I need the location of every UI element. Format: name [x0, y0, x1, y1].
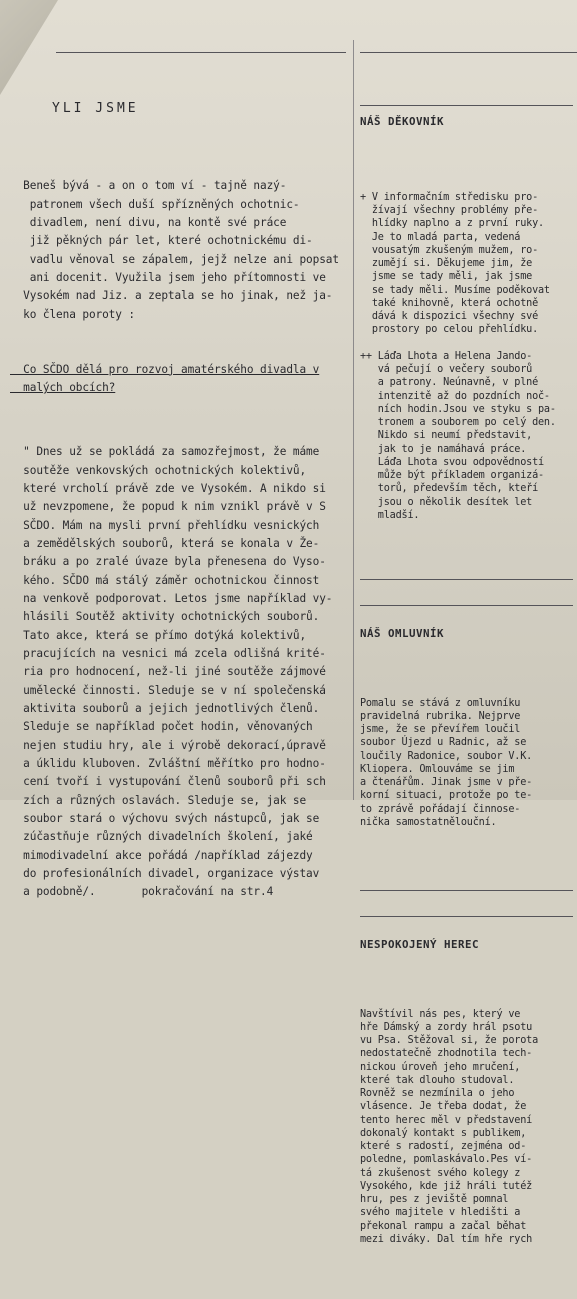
text-line: ++ Láďa Lhota a Helena Jando-	[360, 350, 533, 362]
text-line: vu Psa. Stěžoval si, že porota	[360, 1035, 539, 1046]
text-line: dokonalý kontakt s publikem,	[360, 1127, 527, 1139]
text-line: Sleduje se například počet hodin, věnovaných	[10, 720, 313, 734]
text-line: Rovněž se nezmínila o jeho	[360, 1088, 515, 1099]
text-line: Kliopera. Omlouváme se jim	[360, 763, 515, 775]
text-line: vousatým zkušeným mužem, ro-	[360, 244, 539, 256]
text-line: SČDO. Mám na mysli první přehlídku vesnických	[10, 518, 320, 532]
text-line: Je to mladá parta, vedená	[360, 231, 521, 243]
text-line: vlásence. Je třeba dodat, že	[360, 1101, 527, 1113]
text-line: Navštívil nás pes, který ve	[360, 1008, 521, 1020]
section-rule-omluvnik	[360, 605, 573, 606]
section-heading-dekovnik: NÁŠ DĚKOVNÍK	[360, 115, 445, 128]
top-rule-right	[360, 52, 577, 53]
section-rule-herec	[360, 916, 573, 917]
text-line: se tady měli. Musíme poděkovat	[360, 284, 550, 296]
text-line: které vrcholí právě zde ve Vysokém. A nikdo si	[10, 481, 326, 495]
text-line: soutěže venkovských ochotnických kolektivů,	[10, 463, 307, 477]
text-line: jsme se tady měli, jak jsme	[360, 271, 533, 283]
text-line: + V informačním středisku pro-	[360, 191, 539, 203]
text-line: loučily Radonice, soubor V.K.	[360, 750, 533, 762]
text-line: Láďa Lhota svou odpovědností	[360, 456, 544, 468]
text-line: ani docenit. Využila jsem jeho přítomnosti ve	[10, 271, 326, 285]
text-line: hlídky naplno a z první ruky.	[360, 218, 544, 230]
text-line: které s radostí, zejména od-	[360, 1141, 527, 1152]
section-body-herec	[360, 1008, 577, 1247]
section-rule-omluvnik-top	[360, 579, 573, 580]
text-line: Pomalu se stává z omluvníku	[360, 697, 521, 709]
text-line: Vysokého, kde již hráli tutéž	[360, 1180, 533, 1192]
text-line: již pěkných pár let, které ochotnickému di-	[10, 234, 313, 248]
article-column	[10, 62, 355, 938]
text-line: patronem všech duší spřízněných ochotnic-	[10, 197, 300, 211]
text-line: Nikdo si neumí představit,	[360, 430, 533, 442]
article-title: YLI JSME	[52, 100, 139, 116]
text-line: hru, pes z jeviště pomnal	[360, 1194, 509, 1205]
text-line: prostory po celou přehlídku.	[360, 324, 539, 336]
text-line: Beneš bývá - a on o tom ví - tajně nazý-	[10, 179, 287, 193]
text-line: cení tvoří i vystupování členů souborů při sch	[10, 775, 326, 789]
text-line: překonal rampu a začal běhat	[360, 1220, 527, 1232]
text-line: tronem a souborem po celý den.	[360, 417, 556, 428]
text-line: žívají všechny problémy pře-	[360, 205, 539, 216]
text-line: zích a různých oslavách. Sleduje se, jak se	[10, 793, 307, 807]
text-line: vadlu věnoval se zápalem, jejž nelze ani popsat	[10, 252, 339, 266]
text-line: a čtenářům. Jinak jsme v pře-	[360, 777, 533, 788]
text-line: nedostatečně zhodnotila tech-	[360, 1048, 533, 1060]
text-line: to zprávě pořádají činnose-	[360, 803, 521, 815]
text-line: a patrony. Neúnavně, v plné	[360, 377, 539, 389]
news-column	[360, 58, 577, 1299]
text-line: mladší.	[360, 509, 420, 521]
text-line: pracujících na vesnici má zcela odlišná krité-	[10, 646, 326, 660]
text-line: mezi diváky. Dal tím hře rych	[360, 1233, 533, 1245]
text-line: aktivita souborů a jejich jednotlivých členů.	[10, 702, 320, 715]
text-line: zumějí si. Děkujeme jim, že	[360, 258, 533, 269]
text-line: torů, především těch, kteří	[360, 483, 539, 495]
section-rule-herec-top	[360, 890, 573, 891]
text-line: nickou úroveň jeho mručení,	[360, 1061, 521, 1073]
text-line: poledne, pomlaskávalo.Pes ví-	[360, 1154, 533, 1166]
text-line: soubor Újezd u Radnic, až se	[360, 737, 527, 749]
text-line: dává k dispozici všechny své	[360, 311, 539, 322]
text-line: tento herec měl v představení	[360, 1114, 533, 1126]
text-line: a podobně/. pokračování na str.4	[10, 885, 274, 899]
text-line: ko člena poroty :	[10, 307, 136, 321]
text-line: mimodivadelní akce pořádá /například zájezdy	[10, 848, 313, 862]
text-line: může být příkladem organizá-	[360, 470, 544, 481]
top-rule-left	[56, 52, 346, 53]
text-line: Co SČDO dělá pro rozvoj amatérského divadla v	[10, 362, 320, 376]
text-line: hře Dámský a zordy hrál psotu	[360, 1021, 533, 1033]
text-line: " Dnes už se pokládá za samozřejmost, že máme	[10, 445, 320, 459]
text-line: jsou o několik desítek let	[360, 496, 533, 508]
text-line: do profesionálních divadel, organizace výstav	[10, 867, 320, 881]
section-dekovnik	[360, 85, 577, 549]
text-line: jak to je namáhavá práce.	[360, 443, 527, 455]
text-line: hlásili Soutěž aktivity ochotnických souborů.	[10, 610, 320, 624]
section-body-omluvnik	[360, 697, 577, 830]
text-line: už nevzpomene, že popud k nim vznikl právě v S	[10, 500, 326, 514]
section-heading-herec: NESPOKOJENÝ HEREC	[360, 937, 480, 951]
text-line: jsme, že se převířem loučil	[360, 724, 521, 735]
text-line: také knihovně, která ochotně	[360, 297, 539, 309]
text-line: korní situaci, protože po te-	[360, 790, 533, 802]
text-line: ria pro hodnocení, než-li jiné soutěže zájmové	[10, 665, 326, 679]
text-line: svého majitele v hledišti a	[360, 1207, 521, 1219]
section-herec	[360, 894, 577, 1273]
text-line	[360, 337, 577, 350]
section-rule-dekovnik	[360, 105, 573, 106]
text-line: ních hodin.Jsou ve styku s pa-	[360, 403, 556, 415]
text-line: na venkově podporovat. Letos jsme například vy-	[10, 591, 333, 605]
section-body-dekovnik	[360, 191, 577, 522]
text-line: Tato akce, která se přímo dotýká kolektivů,	[10, 628, 307, 642]
text-line: soubor stará o výchovu svých nástupců, jak se	[10, 812, 320, 826]
text-line: bráku a po zralé úvaze byla přenesena do Vyso-	[10, 555, 326, 569]
article-answer	[10, 443, 355, 902]
text-line: kého. SČDO má stálý záměr ochotnickou činnost	[10, 573, 320, 587]
section-omluvnik	[360, 583, 577, 856]
text-line: Vysokém nad Jiz. a zeptala se ho jinak, než ja-	[10, 289, 333, 303]
text-line: vá pečují o večery souborů	[360, 364, 533, 375]
text-line: nička samostatnělouční.	[360, 816, 497, 828]
text-line: umělecké činnosti. Sleduje se v ní společenská	[10, 683, 326, 697]
text-line: malých obcích?	[10, 381, 116, 395]
text-line: zúčastňuje různých divadelních školení, jaké	[10, 830, 313, 844]
text-line: které tak dlouho studoval.	[360, 1074, 515, 1086]
text-line: a zemědělských souborů, která se konala v Že-	[10, 536, 320, 550]
text-line: nejen studiu hry, ale i výrobě dekorací,úpravě	[10, 738, 326, 752]
article-question	[10, 361, 355, 398]
section-heading-omluvnik: NÁŠ OMLUVNÍK	[360, 626, 445, 640]
text-line: pravidelná rubrika. Nejprve	[360, 710, 521, 722]
text-line: a úklidu kluboven. Zvláštní měřítko pro hodno-	[10, 757, 326, 771]
text-line: tá zkušenost svého kolegy z	[360, 1167, 521, 1179]
text-line: intenzitě až do pozdních noč-	[360, 390, 550, 402]
article-intro	[10, 177, 355, 324]
text-line: divadlem, není divu, na kontě své práce	[10, 216, 287, 230]
